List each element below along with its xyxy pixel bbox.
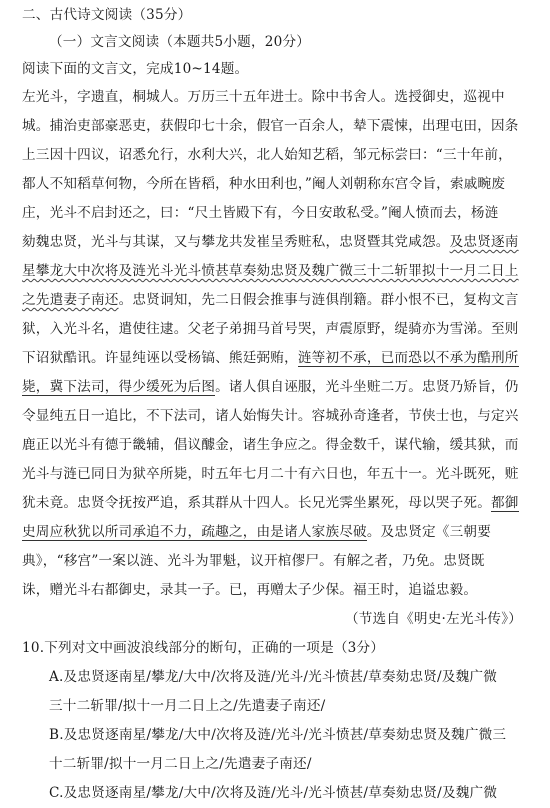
passage-text: 下诏狱酷讯。许显纯诬以受杨镐、熊廷弼贿，: [22, 350, 298, 366]
classical-passage: [22, 83, 522, 634]
passage-line: 城。捕治吏部豪恶吏，获假印七十余，假官一百余人，辇下震悚，出理屯田，因条: [22, 118, 519, 134]
passage-line: 左光斗，字遗直，桐城人。万历三十五年进士。除中书舍人。选授御史，巡视中: [22, 89, 505, 105]
subsection-title: （一）文言文阅读（本题共5小题，20分）: [49, 34, 311, 50]
question-stem: 10.下列对文中画波浪线部分的断句，正确的一项是（3分）: [22, 640, 385, 656]
passage-text: 。诸人俱自诬服，光斗坐赃二万。忠贤乃矫旨，仍: [215, 379, 519, 395]
option-b: B.及忠贤逐南星/攀龙/大中/次将及涟/光斗/光斗愤甚/草奏劾忠贤及魏广微三: [49, 727, 507, 743]
option-c: C.及忠贤逐南星/攀龙/大中/次将及涟/光斗/光斗愤甚/草奏劾忠贤/及魏广微: [49, 785, 498, 801]
option-b-continued: 十二斩罪/拟十一月二日上之/先遣妻子南还/: [49, 756, 312, 772]
wavy-underlined-text: 及忠贤逐南: [449, 234, 519, 250]
option-a: A.及忠贤逐南星/攀龙/大中/次将及涟/光斗/光斗愤甚/草奏劾忠贤/及魏广微: [49, 669, 498, 685]
passage-text: 劾魏忠贤，光斗与其谋，又与攀龙共发崔呈秀赃私，忠贤暨其党咸怨。: [22, 234, 450, 250]
passage-line: 典》，“移宫”一案以涟、光斗为罪魁，议开棺僇尸。有解之者，乃免。忠贤既: [22, 553, 485, 569]
reading-instruction: 阅读下面的文言文，完成10~14题。: [22, 61, 249, 77]
passage-line: 令显纯五日一追比，不下法司，诸人始悔失计。容城孙奇逢者，节侠士也，与定兴: [22, 408, 519, 424]
wavy-underlined-text: 星攀龙大中次将及涟光斗光斗愤甚草奏劾忠贤及魏广微三十二斩罪拟十一月二日上: [22, 263, 519, 279]
option-a-continued: 三十二斩罪/拟十一月二日上之/先遣妻子南还/: [49, 698, 326, 714]
question-10: [22, 634, 522, 808]
passage-line: [22, 286, 522, 315]
section-title: 二、古代诗文阅读（35分）: [22, 7, 192, 23]
passage-line: [22, 344, 522, 373]
passage-line: 狱，入光斗名，遣使往逮。父老子弟拥马首号哭，声震原野，缇骑亦为雪涕。至则: [22, 321, 519, 337]
passage-line: 都人不知稻草何物，今所在皆稻，种水田利也，”阉人刘朝称东宫令旨，索戚畹废: [22, 176, 506, 192]
passage-line: 鹿正以光斗有德于畿辅，倡议醵金，诸生争应之。得金数千，谋代输，缓其狱，而: [22, 437, 519, 453]
passage-line: 诛，赠光斗右都御史，录其一子。已，再赠太子少保。福王时，追谥忠毅。: [22, 582, 478, 598]
passage-line: 光斗与涟已同日为狱卒所毙，时五年七月二十有六日也，年五十一。光斗既死，赃: [22, 466, 519, 482]
passage-line: [22, 373, 522, 402]
underlined-text: 史周应秋犹以所司承追不力，疏趣之，由是诸人家族尽破: [22, 524, 367, 540]
passage-source: （节选自《明史·左光斗传》）: [344, 611, 522, 627]
passage-text: 犹未竟。忠贤令抚按严追，系其群从十四人。长兄光霁坐累死，母以哭子死。: [22, 495, 491, 511]
passage-line: [22, 518, 522, 547]
underlined-text: 毙，冀下法司，得少缓死为后图: [22, 379, 216, 395]
passage-text: 。忠贤诇知，先二日假会推事与涟俱削籍。群小恨不已，复构文言: [118, 292, 519, 308]
passage-text: 。及忠贤定《三朝要: [366, 524, 491, 540]
underlined-text: 涟等初不承，已而恐以不承为酷刑所: [297, 350, 519, 366]
passage-line: [22, 257, 522, 286]
passage-line: 上三因十四议，诏悉允行，水利大兴，北人始知艺稻，邹元标尝曰：“三十年前，: [22, 147, 512, 163]
wavy-underlined-text: 之先遣妻子南还: [22, 292, 119, 308]
passage-line: [22, 228, 522, 257]
passage-line: 庄，光斗不启封还之，曰：“尺土皆殿下有，今日安敢私受。”阉人愤而去，杨涟: [22, 205, 499, 221]
passage-line: [22, 489, 522, 518]
underlined-text: 都御: [491, 495, 519, 511]
